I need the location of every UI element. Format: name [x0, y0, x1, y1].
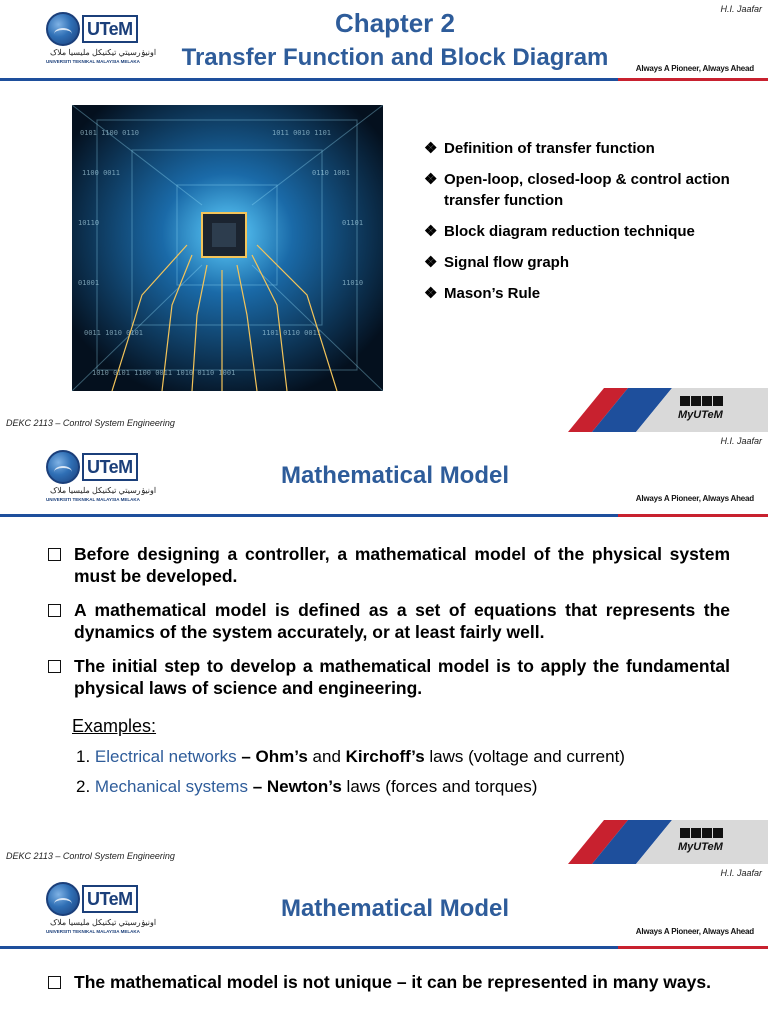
slide-title: Mathematical Model	[280, 462, 510, 489]
author-label: H.I. Jaafar	[720, 436, 762, 446]
points-list	[46, 543, 730, 711]
square-bullet-icon	[48, 548, 61, 561]
author-label: H.I. Jaafar	[720, 868, 762, 878]
logo-jawi: اونيۏرسيتي تيكنيکل مليسيا ملاک	[50, 486, 157, 495]
square-bullet-icon	[48, 976, 61, 989]
svg-text:11010: 11010	[342, 279, 364, 287]
diamond-bullet-icon: ❖	[424, 254, 438, 271]
list-item: Before designing a controller, a mathematical model of the physical system must be developed.	[46, 543, 730, 587]
square-bullet-icon	[48, 604, 61, 617]
footer-banner	[568, 820, 768, 864]
footer-course: DEKC 2113 – Control System Engineering	[6, 418, 175, 428]
diamond-bullet-icon: ❖	[424, 223, 438, 240]
social-icons	[680, 396, 724, 408]
footer-banner	[568, 388, 768, 432]
list-item: ❖ Definition of transfer function	[424, 140, 655, 157]
svg-text:1011 0010 1101: 1011 0010 1101	[272, 129, 332, 137]
tagline: Always A Pioneer, Always Ahead	[635, 494, 754, 503]
list-item: ❖ Block diagram reduction technique	[424, 223, 695, 240]
examples-heading: Examples:	[72, 716, 157, 736]
list-item: ❖ Signal flow graph	[424, 254, 570, 271]
logo-jawi: اونيۏرسيتي تيكنيکل مليسيا ملاک	[50, 918, 157, 927]
tagline: Always A Pioneer, Always Ahead	[635, 64, 754, 73]
svg-text:1010 0101 1100 0011 1010 0110: 1010 0101 1100 0011 1010 0110 1001	[92, 369, 236, 377]
tagline: Always A Pioneer, Always Ahead	[635, 927, 754, 936]
utem-logo	[46, 882, 157, 934]
logo-subtitle: UNIVERSITI TEKNIKAL MALAYSIA MELAKA	[46, 497, 140, 502]
author-label: H.I. Jaafar	[720, 4, 762, 14]
header-divider	[0, 946, 768, 949]
utem-logo	[46, 12, 157, 64]
diamond-bullet-icon: ❖	[424, 140, 438, 157]
footer-course: DEKC 2113 – Control System Engineering	[6, 851, 175, 861]
points-list	[46, 971, 730, 1005]
svg-text:01001: 01001	[78, 279, 100, 287]
utem-globe-icon	[46, 12, 80, 46]
list-item: 1. Electrical networks – Ohm’s and Kirchoff’s laws (voltage and current)	[76, 747, 625, 766]
chapter-title: Chapter 2	[335, 8, 455, 38]
logo-jawi: اونيۏرسيتي تيكنيکل مليسيا ملاک	[50, 48, 157, 57]
footer-brand: MyUTeM	[678, 841, 723, 853]
utem-logo	[46, 450, 157, 502]
utem-globe-icon	[46, 882, 80, 916]
examples-list	[76, 746, 625, 806]
list-item: The mathematical model is not unique – it can be represented in many ways.	[46, 971, 730, 993]
slide-title: Transfer Function and Block Diagram	[181, 44, 609, 71]
svg-text:1101 0110 0011: 1101 0110 0011	[262, 329, 322, 337]
list-item: ❖ Mason’s Rule	[424, 285, 541, 302]
list-item: A mathematical model is defined as a set of equations that represents the dynamics of the system accurately, or at least fairly well.	[46, 599, 730, 643]
header-divider	[0, 78, 768, 81]
circuit-image	[72, 105, 383, 391]
slide-1	[0, 0, 768, 432]
slide-3	[0, 864, 768, 1024]
svg-text:0011 1010 0101: 0011 1010 0101	[84, 329, 144, 337]
logo-subtitle: UNIVERSITI TEKNIKAL MALAYSIA MELAKA	[46, 59, 140, 64]
chapter-topics-list	[424, 138, 754, 314]
slide-title: Mathematical Model	[280, 895, 510, 922]
utem-globe-icon	[46, 450, 80, 484]
logo-wordmark: UTeM	[82, 885, 138, 913]
svg-text:01101: 01101	[342, 219, 364, 227]
svg-text:1100 0011: 1100 0011	[82, 169, 120, 177]
diamond-bullet-icon: ❖	[424, 171, 438, 188]
social-icons	[680, 828, 724, 840]
list-item: The initial step to develop a mathematical model is to apply the fundamental physical laws of science and engineering.	[46, 655, 730, 699]
footer-brand: MyUTeM	[678, 409, 723, 421]
slide-2	[0, 432, 768, 864]
list-item: ❖ Open-loop, closed-loop & control action transfer function	[424, 171, 730, 209]
svg-text:0101 1100 0110: 0101 1100 0110	[80, 129, 140, 137]
square-bullet-icon	[48, 660, 61, 673]
logo-wordmark: UTeM	[82, 453, 138, 481]
svg-text:10110: 10110	[78, 219, 100, 227]
logo-subtitle: UNIVERSITI TEKNIKAL MALAYSIA MELAKA	[46, 929, 140, 934]
header-divider	[0, 514, 768, 517]
logo-wordmark: UTeM	[82, 15, 138, 43]
diamond-bullet-icon: ❖	[424, 285, 438, 302]
svg-text:0110 1001: 0110 1001	[312, 169, 350, 177]
list-item: 2. Mechanical systems – Newton’s laws (forces and torques)	[76, 777, 538, 796]
